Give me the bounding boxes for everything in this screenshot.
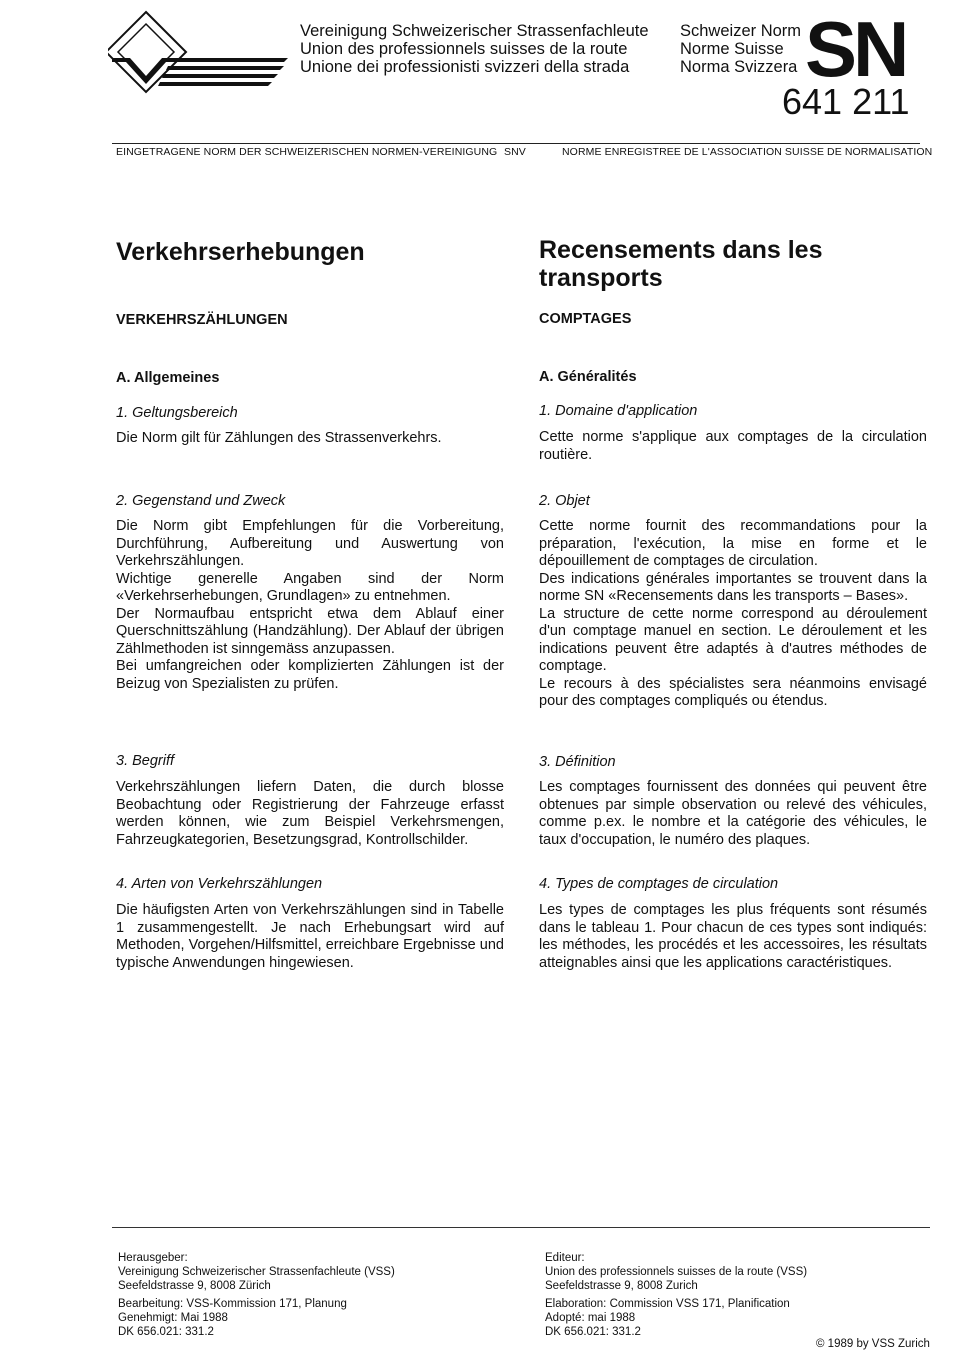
editing-de: Bearbeitung: VSS-Kommission 171, Planung <box>118 1298 347 1310</box>
page-title-de: Verkehrserhebungen <box>116 238 365 266</box>
s3-title-de: 3. Begriff <box>116 753 175 769</box>
footer-rule <box>112 1227 930 1228</box>
subtitle-fr: COMPTAGES <box>539 311 632 327</box>
s1-body-fr <box>539 429 927 464</box>
s2-title-de: 2. Gegenstand und Zweck <box>116 493 286 509</box>
s4-title-de: 4. Arten von Verkehrszählungen <box>116 876 323 892</box>
norm-label-fr: Norme Suisse <box>680 40 784 58</box>
s3-title-fr: 3. Définition <box>539 754 616 770</box>
s2-title-fr: 2. Objet <box>539 493 590 509</box>
s4-title-fr: 4. Types de comptages de circulation <box>539 876 779 892</box>
vss-logo <box>108 10 290 94</box>
paragraph: Les types de comptages les plus fréquents sont résumés dans le tableau 1. Pour chacun de ces types sont indiqués: les méthodes, les procédés et les accessoires, les résultats atteignables ainsi que les applications caractéristiques. <box>539 902 927 971</box>
publisher-name-fr: Union des professionnels suisses de la route (VSS) <box>545 1266 808 1278</box>
publisher-name-de: Vereinigung Schweizerischer Strassenfachleute (VSS) <box>118 1266 395 1278</box>
approved-fr: Adopté: mai 1988 <box>545 1312 636 1324</box>
title-de <box>116 238 504 266</box>
paragraph: Les comptages fournissent des données qui peuvent être obtenues par simple observation ou relevé des véhicules, comme p.ex. le nombre et la catégorie des véhicules, le taux d'occupation, le numéro des plaques. <box>539 779 927 848</box>
subtitle-de: VERKEHRSZÄHLUNGEN <box>116 312 288 328</box>
publisher-label-fr: Editeur: <box>545 1252 585 1264</box>
association-name-de: Vereinigung Schweizerischer Strassenfachleute <box>300 22 649 40</box>
footer-fr <box>545 1251 807 1339</box>
s1-title-de: 1. Geltungsbereich <box>116 405 238 421</box>
association-name-fr: Union des professionnels suisses de la route <box>300 40 628 58</box>
page-title-fr: Recensements dans les transports <box>539 236 823 292</box>
registration-de: EINGETRAGENE NORM DER SCHWEIZERISCHEN NORMEN-VEREINIGUNG <box>116 146 498 158</box>
paragraph: La structure de cette norme correspond au déroulement d'un comptage manuel en section. Le déroulement et les indications peuvent être adaptés à d'autres méthodes de comptage. <box>539 605 927 674</box>
section-a-fr: A. Généralités <box>539 369 637 385</box>
approved-de: Genehmigt: Mai 1988 <box>118 1312 228 1324</box>
vss-logo-mark <box>108 10 290 94</box>
publisher-label-de: Herausgeber: <box>118 1252 188 1264</box>
dk-de: DK 656.021: 331.2 <box>118 1326 214 1338</box>
s2-body-de <box>116 518 504 693</box>
paragraph: Des indications générales importantes se trouvent dans la norme SN «Recensements dans les transports – Bases». <box>539 570 927 604</box>
sn-mark: SN <box>805 5 906 93</box>
paragraph: Die Norm gibt Empfehlungen für die Vorbereitung, Durchführung, Aufbereitung und Auswertung von Verkehrszählungen. <box>116 518 504 569</box>
paragraph: Die häufigsten Arten von Verkehrszählungen sind in Tabelle 1 zusammengestellt. Je nach Erhebungsart wird auf Methoden, Vorgehen/Hilfsmittel, erreichbare Ergebnisse und typische Anwendungen hingewiesen. <box>116 902 504 971</box>
publisher-address-de: Seefeldstrasse 9, 8008 Zürich <box>118 1280 271 1292</box>
s1-body-de <box>116 430 504 448</box>
standard-number: 641 211 <box>782 81 910 122</box>
association-name-it: Unione dei professionisti svizzeri della strada <box>300 58 630 76</box>
paragraph: Verkehrszählungen liefern Daten, die durch blosse Beobachtung oder Registrierung der Fahrzeuge erfasst werden können, wie zum Beispiel Verkehrsmengen, Fahrzeugkategorien, Besetzungsgrad, Kontrollschilder. <box>116 779 504 848</box>
title-fr <box>539 236 927 292</box>
s4-body-de <box>116 902 504 972</box>
publisher-address-fr: Seefeldstrasse 9, 8008 Zurich <box>545 1280 698 1292</box>
norm-label-de: Schweizer Norm <box>680 22 802 40</box>
s3-body-fr <box>539 779 927 849</box>
norm-label-it: Norma Svizzera <box>680 58 798 76</box>
section-a-de: A. Allgemeines <box>116 370 220 386</box>
association-names <box>300 22 649 76</box>
s4-body-fr <box>539 902 927 972</box>
s1-title-fr: 1. Domaine d'application <box>539 403 698 419</box>
footer-de <box>118 1251 395 1339</box>
paragraph: Cette norme fournit des recommandations pour la préparation, l'exécution, la mise en forme et le dépouillement de comptages de circulation. <box>539 518 927 569</box>
registration-fr: NORME ENREGISTREE DE L'ASSOCIATION SUISSE DE NORMALISATION <box>562 146 933 158</box>
paragraph: Bei umfangreichen oder komplizierten Zählungen ist der Beizug von Spezialisten zu prüfen. <box>116 658 504 692</box>
norm-labels <box>680 22 801 76</box>
s2-body-fr <box>539 518 927 711</box>
paragraph: Wichtige generelle Angaben sind der Norm «Verkehrserhebungen, Grundlagen» zu entnehmen. <box>116 570 504 604</box>
paragraph: Cette norme s'applique aux comptages de la circulation routière. <box>539 429 927 463</box>
paragraph: Der Normaufbau entspricht etwa dem Ablauf einer Querschnittszählung (Handzählung). Der Ablauf der übrigen Zählmethoden ist sinngemäss anzupassen. <box>116 605 504 657</box>
paragraph: Die Norm gilt für Zählungen des Strassenverkehrs. <box>116 430 442 446</box>
paragraph: Le recours à des spécialistes sera néanmoins envisagé pour des comptages compliqués ou étendus. <box>539 675 927 709</box>
dk-fr: DK 656.021: 331.2 <box>545 1326 641 1338</box>
editing-fr: Elaboration: Commission VSS 171, Planification <box>545 1298 790 1310</box>
header-rule <box>112 143 920 144</box>
registration-snv: SNV <box>504 146 526 158</box>
s3-body-de <box>116 779 504 849</box>
copyright: © 1989 by VSS Zurich <box>816 1338 930 1350</box>
